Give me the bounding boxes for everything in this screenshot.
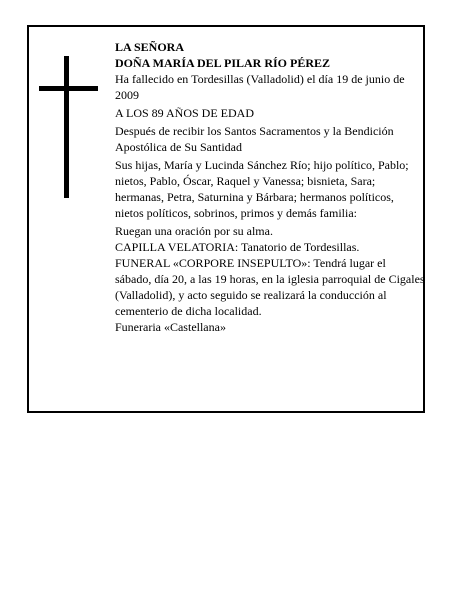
notice-text-block	[115, 39, 425, 335]
age-line: A LOS 89 AÑOS DE EDAD	[115, 106, 255, 120]
death-info: Ha fallecido en Tordesillas (Valladolid) el día 19 de junio de 2009	[115, 72, 405, 102]
chapel-line: CAPILLA VELATORIA: Tanatorio de Tordesillas.	[115, 240, 360, 254]
sacraments-line: Después de recibir los Santos Sacramentos y la Bendición Apostólica de Su Santidad	[115, 124, 394, 154]
title-line: LA SEÑORA	[115, 40, 185, 54]
funeral-home: Funeraria «Castellana»	[115, 320, 226, 334]
family-list: Sus hijas, María y Lucinda Sánchez Río; hijo político, Pablo; nietos, Pablo, Óscar, Raquel y Vanessa; bisnieta, Sara; hermanas, Petra, Saturnina y Bárbara; hermanos políticos, nietos políticos, sobrinos, primos y demás familia:	[115, 158, 409, 220]
funeral-details: FUNERAL «CORPORE INSEPULTO»: Tendrá lugar el sábado, día 20, a las 19 horas, en la iglesia parroquial de Cigales (Valladolid), y acto seguido se realizará la conducción al cementerio de dicha localidad.	[115, 256, 425, 318]
obituary-notice	[27, 25, 425, 413]
prayer-line: Ruegan una oración por su alma.	[115, 224, 273, 238]
deceased-name: DOÑA MARÍA DEL PILAR RÍO PÉREZ	[115, 56, 331, 70]
latin-cross-icon	[39, 56, 98, 198]
cross-horizontal-bar	[39, 86, 98, 91]
cross-vertical-bar	[64, 56, 69, 198]
